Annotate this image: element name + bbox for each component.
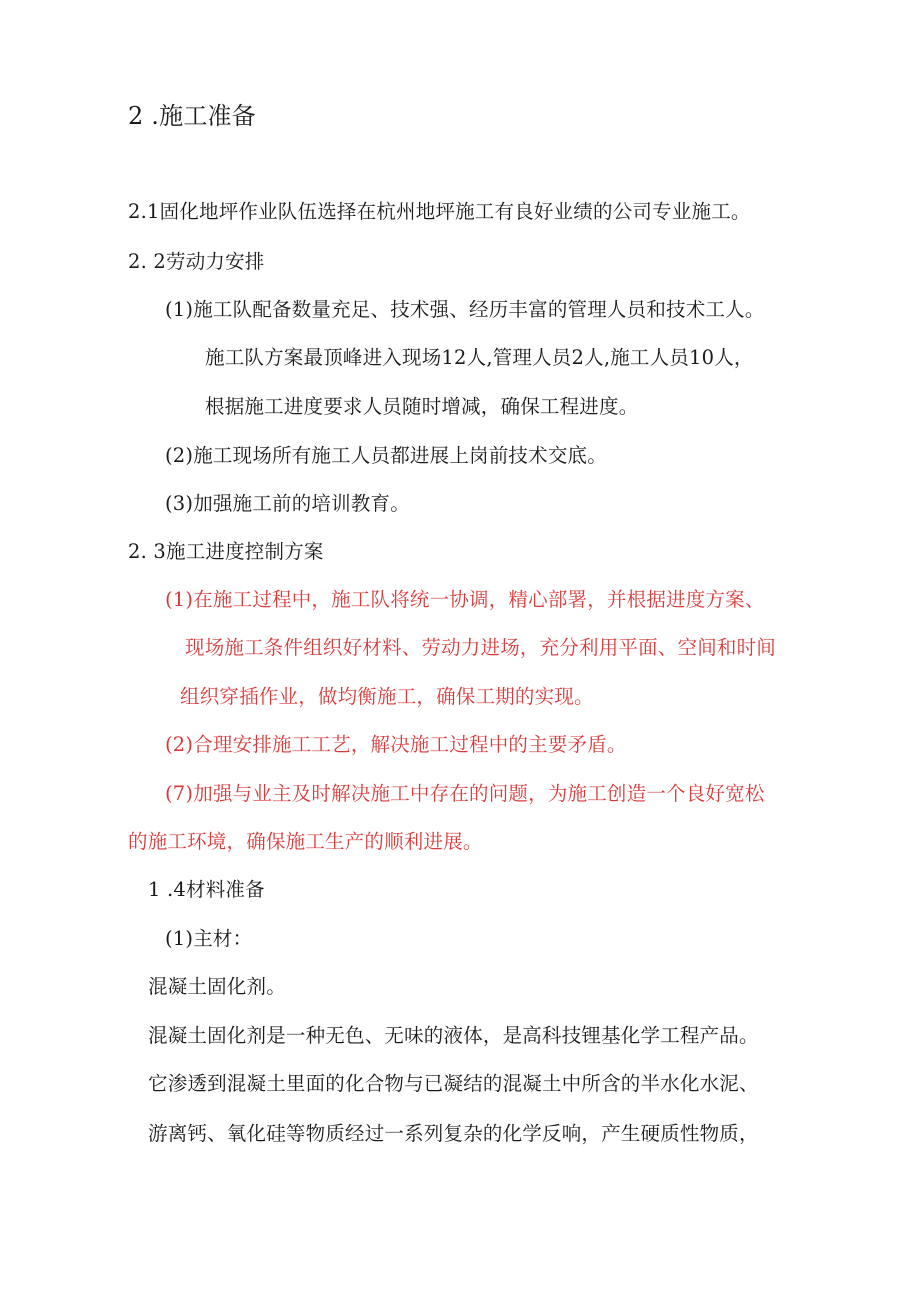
item-2-3-2: (2)合理安排施工工艺，解决施工过程中的主要矛盾。 <box>165 733 627 756</box>
paragraph-material-line-2: 它渗透到混凝土里面的化合物与已凝结的混凝土中所含的半水化水泥、 <box>148 1072 759 1095</box>
paragraph-material-line-3: 游离钙、氧化硅等物质经过一系列复杂的化学反响，产生硬质性物质， <box>148 1122 759 1145</box>
item-2-3-1-line-3: 组织穿插作业，做均衡施工，确保工期的实现。 <box>180 685 594 708</box>
paragraph-material-name: 混凝土固化剂。 <box>148 975 286 998</box>
item-2-3-7-line-2: 的施工环境，确保施工生产的顺利进展。 <box>128 830 483 853</box>
subheading-1-4: 1 .4材料准备 <box>148 878 265 901</box>
paragraph-material-line-1: 混凝土固化剂是一种无色、无味的液体，是高科技锂基化学工程产品。 <box>148 1024 759 1047</box>
item-2-2-3: (3)加强施工前的培训教育。 <box>165 492 410 515</box>
item-1-4-1: (1)主材： <box>165 927 253 950</box>
item-2-3-1-line-2: 现场施工条件组织好材料、劳动力进场，充分利用平面、空间和时间 <box>185 636 777 659</box>
section-title: 2 .施工准备 <box>128 102 256 130</box>
item-2-3-7-line-1: (7)加强与业主及时解决施工中存在的问题，为施工创造一个良好宽松 <box>165 782 765 805</box>
item-2-2-2: (2)施工现场所有施工人员都进展上岗前技术交底。 <box>165 444 607 467</box>
item-2-3-1-line-1: (1)在施工过程中，施工队将统一协调，精心部署，并根据进度方案、 <box>165 588 765 611</box>
paragraph-2-1: 2.1固化地坪作业队伍选择在杭州地坪施工有良好业绩的公司专业施工。 <box>128 200 751 223</box>
item-2-2-1-line-3: 根据施工进度要求人员随时增减，确保工程进度。 <box>205 395 639 418</box>
item-2-2-1-line-2: 施工队方案最顶峰进入现场12人,管理人员2人,施工人员10人， <box>205 346 754 369</box>
item-2-2-1-line-1: (1)施工队配备数量充足、技术强、经历丰富的管理人员和技术工人。 <box>165 298 765 321</box>
subheading-2-3: 2. 3施工进度控制方案 <box>128 540 324 563</box>
subheading-2-2: 2. 2劳动力安排 <box>128 250 265 273</box>
